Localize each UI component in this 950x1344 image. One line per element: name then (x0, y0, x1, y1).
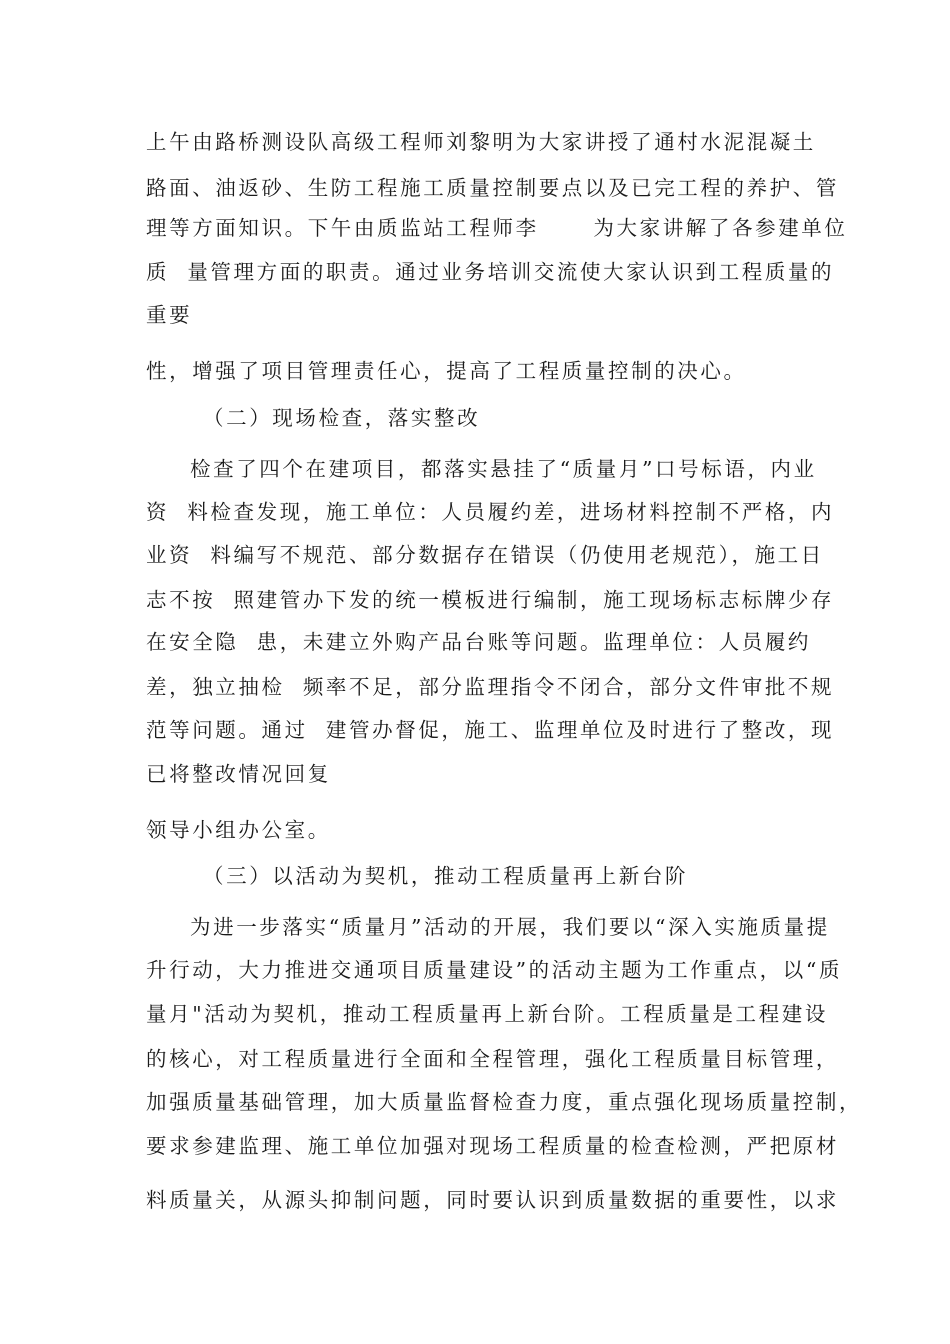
paragraph-3-line-7: 料质量关，从源头抑制问题，同时要认识到质量数据的重要性，以求 (146, 1188, 839, 1212)
paragraph-2-line-5: 在安全隐 患，未建立外购产品台账等问题。监理单位：人员履约 (146, 630, 812, 654)
paragraph-3-line-2: 升行动，大力推进交通项目质量建设”的活动主题为工作重点，以“质 (146, 958, 843, 982)
paragraph-2-line-4: 志不按 照建管办下发的统一模板进行编制，施工现场标志标牌少存 (146, 588, 835, 612)
paragraph-2-line-3: 业资 料编写不规范、部分数据存在错误（仍使用老规范），施工日 (146, 543, 824, 567)
paragraph-1-line-1: 上午由路桥测设队高级工程师刘黎明为大家讲授了通村水泥混凝土 (146, 130, 816, 154)
paragraph-1-line-5: 重要 (146, 303, 193, 327)
paragraph-1-line-4: 质 量管理方面的职责。通过业务培训交流使大家认识到工程质量的 (146, 260, 835, 284)
section-heading-3: （三）以活动为契机，推动工程质量再上新台阶 (203, 864, 689, 888)
paragraph-3-line-6: 要求参建监理、施工单位加强对现场工程质量的检查检测，严把原材 (146, 1134, 839, 1158)
paragraph-2-line-2: 资 料检查发现，施工单位：人员履约差，进场材料控制不严格，内 (146, 500, 835, 524)
paragraph-2-line-1: 检查了四个在建项目，都落实悬挂了“质量月”口号标语，内业 (190, 457, 817, 481)
paragraph-1-line-3: 理等方面知识。下午由质监站工程师李 为大家讲解了各参建单位 (146, 216, 848, 240)
paragraph-3-line-3: 量月"活动为契机，推动工程质量再上新台阶。工程质量是工程建设 (146, 1002, 828, 1026)
paragraph-3-line-1: 为进一步落实“质量月”活动的开展，我们要以“深入实施质量提 (190, 915, 830, 939)
paragraph-3-line-4: 的核心，对工程质量进行全面和全程管理，强化工程质量目标管理， (146, 1047, 839, 1071)
paragraph-3-line-5: 加强质量基础管理，加大质量监督检查力度，重点强化现场质量控制， (146, 1090, 863, 1114)
section-heading-2: （二）现场检查，落实整改 (203, 406, 481, 430)
paragraph-2-line-7: 范等问题。通过 建管办督促，施工、监理单位及时进行了整改，现 (146, 718, 835, 742)
paragraph-2-line-6: 差，独立抽检 频率不足，部分监理指令不闭合，部分文件审批不规 (146, 675, 835, 699)
paragraph-1-line-2: 路面、油返砂、生防工程施工质量控制要点以及已完工程的养护、管 (146, 176, 839, 200)
paragraph-2-line-9: 领导小组办公室。 (146, 818, 331, 842)
paragraph-2-line-8: 已将整改情况回复 (146, 762, 331, 786)
paragraph-1-line-6: 性，增强了项目管理责任心，提高了工程质量控制的决心。 (146, 359, 747, 383)
